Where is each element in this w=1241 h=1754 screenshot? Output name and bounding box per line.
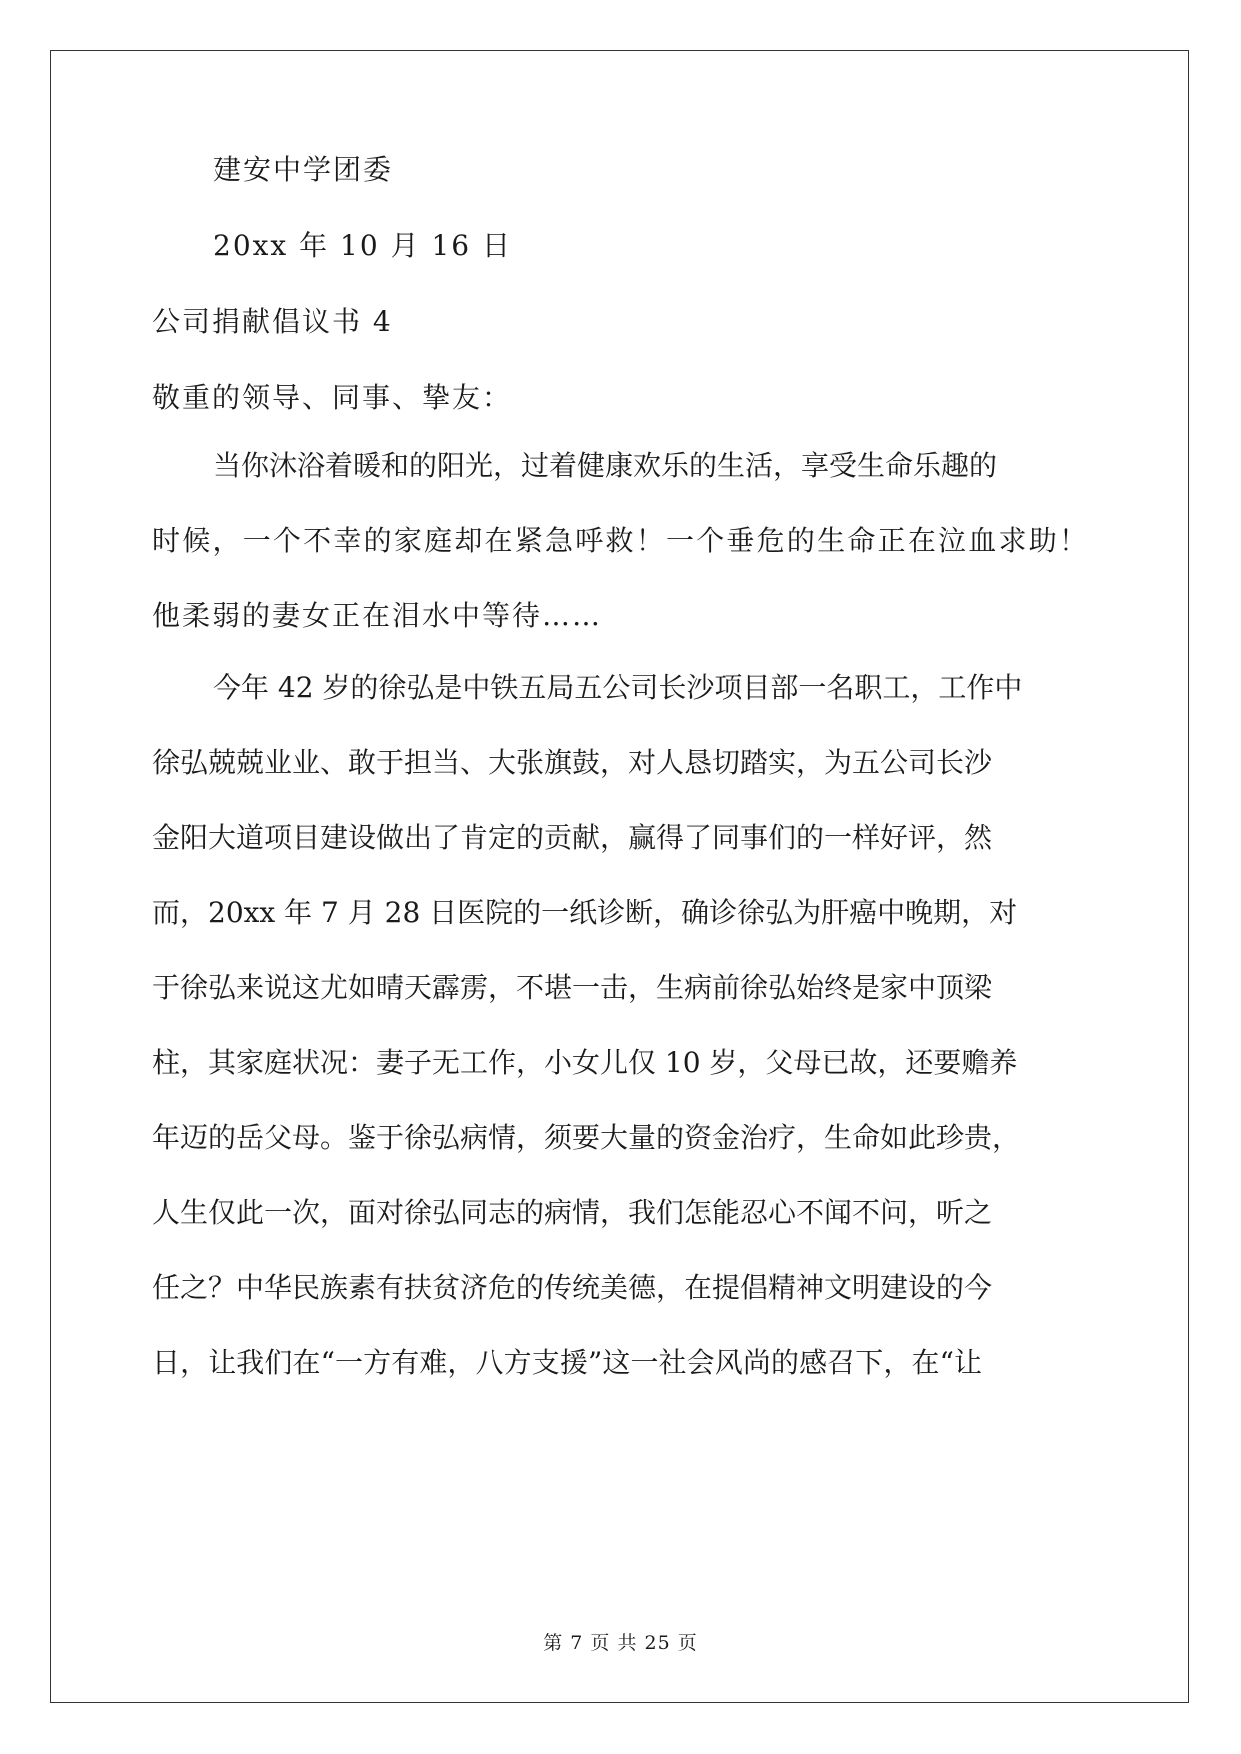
signature-date: 20xx 年 10 月 16 日 (213, 229, 512, 262)
paragraph-line: 时候，一个不幸的家庭却在紧急呼救！一个垂危的生命正在泣血求助！ (152, 524, 1087, 557)
paragraph-line: 金阳大道项目建设做出了肯定的贡献，赢得了同事们的一样好评，然 (152, 821, 993, 854)
paragraph-line: 任之？中华民族素有扶贫济危的传统美德，在提倡精神文明建设的今 (152, 1271, 993, 1304)
paragraph-line: 他柔弱的妻女正在泪水中等待…… (152, 599, 603, 632)
paragraph-line: 今年 42 岁的徐弘是中铁五局五公司长沙项目部一名职工，工作中 (213, 671, 1023, 704)
page-number: 第 7 页 共 25 页 (543, 1632, 698, 1654)
section-title: 公司捐献倡议书 4 (152, 305, 393, 338)
paragraph-line: 柱，其家庭状况：妻子无工作，小女儿仅 10 岁，父母已故，还要赡养 (152, 1046, 1018, 1079)
paragraph-line: 而，20xx 年 7 月 28 日医院的一纸诊断，确诊徐弘为肝癌中晚期，对 (152, 896, 1018, 929)
page-border (50, 50, 1189, 1703)
paragraph-line: 日，让我们在“一方有难，八方支援”这一社会风尚的感召下，在“让 (152, 1346, 982, 1379)
paragraph-line: 徐弘兢兢业业、敢于担当、大张旗鼓，对人恳切踏实，为五公司长沙 (152, 746, 993, 779)
paragraph-line: 年迈的岳父母。鉴于徐弘病情，须要大量的资金治疗，生命如此珍贵， (152, 1121, 1021, 1154)
salutation: 敬重的领导、同事、挚友： (152, 381, 513, 414)
paragraph-line: 人生仅此一次，面对徐弘同志的病情，我们怎能忍心不闻不问，听之 (152, 1196, 993, 1229)
paragraph-line: 于徐弘来说这尤如晴天霹雳，不堪一击，生病前徐弘始终是家中顶梁 (152, 971, 993, 1004)
paragraph-line: 当你沐浴着暖和的阳光，过着健康欢乐的生活，享受生命乐趣的 (213, 449, 998, 482)
signature-org: 建安中学团委 (213, 153, 394, 186)
